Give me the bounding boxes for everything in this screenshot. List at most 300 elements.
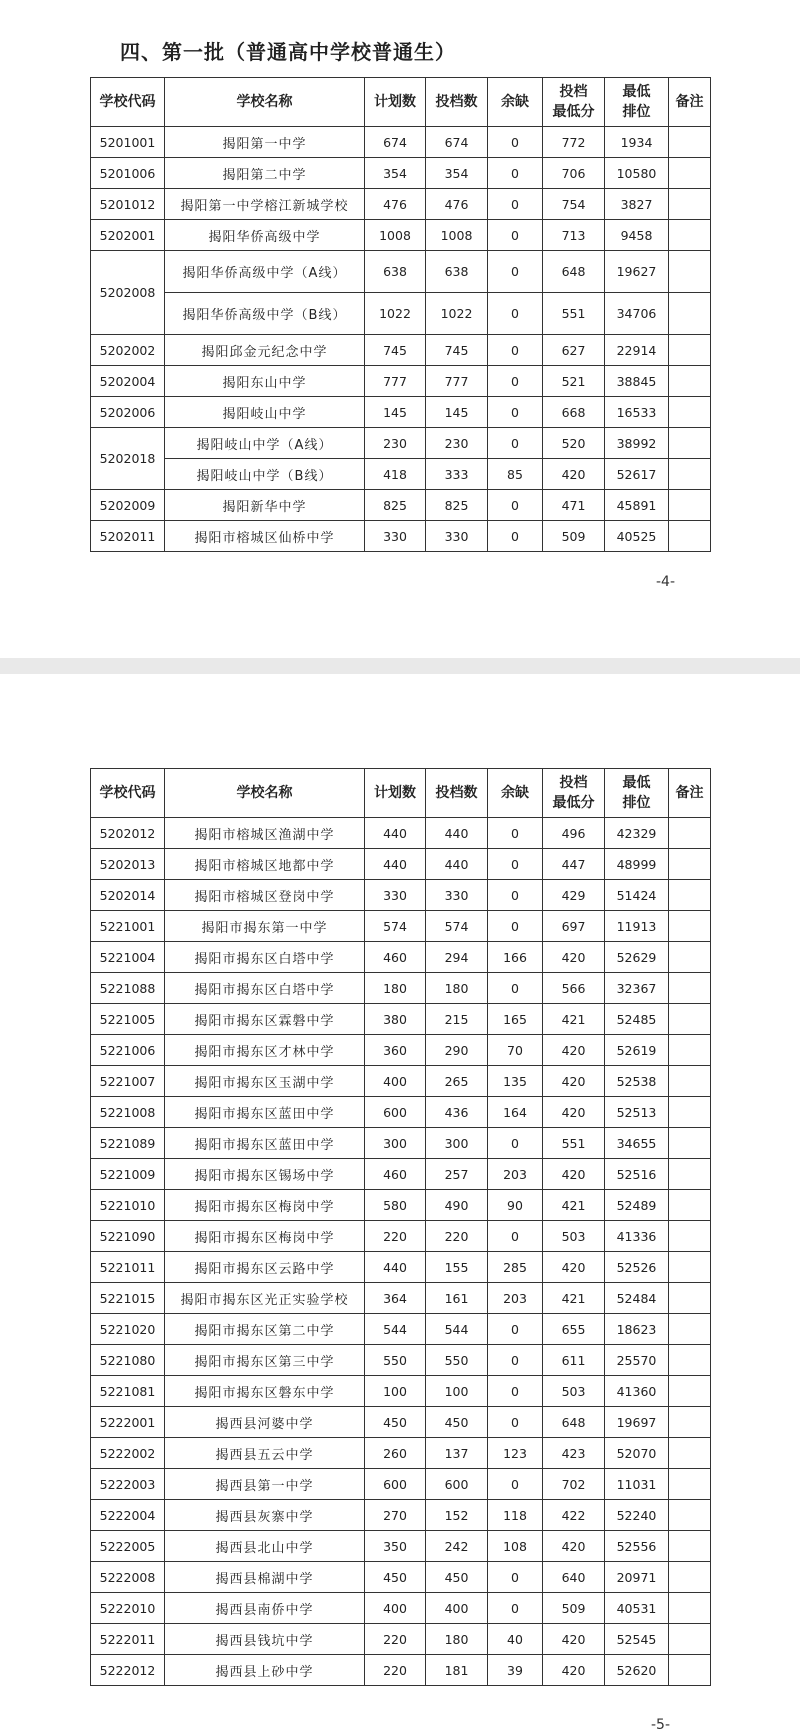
table-row: [91, 1407, 711, 1438]
cell-school-name: 揭阳市揭东区光正实验学校: [165, 1283, 365, 1314]
cell-plan: 450: [365, 1407, 426, 1438]
cell-min-rank: 22914: [605, 335, 669, 366]
table-row: [91, 1252, 711, 1283]
cell-school-name: 揭阳市揭东区蓝田中学: [165, 1097, 365, 1128]
cell-min-rank: 1934: [605, 127, 669, 158]
cell-remaining: 0: [488, 911, 543, 942]
cell-school-code: 5221020: [91, 1314, 165, 1345]
cell-school-code: 5221007: [91, 1066, 165, 1097]
header-min-rank-line1: 最低: [622, 84, 651, 100]
cell-min-score: 655: [543, 1314, 605, 1345]
cell-school-code: 5222011: [91, 1624, 165, 1655]
cell-filed: 400: [426, 1593, 488, 1624]
cell-school-name: 揭阳华侨高级中学（B线）: [165, 293, 365, 335]
cell-school-name: 揭西县五云中学: [165, 1438, 365, 1469]
cell-min-rank: 3827: [605, 189, 669, 220]
header-min-score-line2: 最低分: [552, 104, 595, 120]
cell-plan: 476: [365, 189, 426, 220]
cell-min-score: 713: [543, 220, 605, 251]
table-row: [91, 158, 711, 189]
cell-remaining: 0: [488, 1128, 543, 1159]
cell-note: [669, 293, 711, 335]
cell-filed: 550: [426, 1345, 488, 1376]
cell-min-rank: 52545: [605, 1624, 669, 1655]
header-code: 学校代码: [91, 78, 165, 127]
table-row: [91, 220, 711, 251]
cell-filed: 155: [426, 1252, 488, 1283]
cell-plan: 460: [365, 1159, 426, 1190]
cell-remaining: 0: [488, 335, 543, 366]
cell-remaining: 123: [488, 1438, 543, 1469]
cell-min-rank: 52516: [605, 1159, 669, 1190]
cell-filed: 333: [426, 459, 488, 490]
document-page-5: [0, 674, 800, 1734]
cell-filed: 490: [426, 1190, 488, 1221]
cell-note: [669, 158, 711, 189]
cell-plan: 1022: [365, 293, 426, 335]
table-row: [91, 1562, 711, 1593]
header-filed: 投档数: [426, 769, 488, 818]
cell-min-score: 420: [543, 1097, 605, 1128]
cell-note: [669, 1283, 711, 1314]
table-row: [91, 1066, 711, 1097]
header-min-score: [543, 78, 605, 127]
cell-remaining: 0: [488, 1345, 543, 1376]
cell-school-code: 5222001: [91, 1407, 165, 1438]
cell-school-code: 5221015: [91, 1283, 165, 1314]
cell-plan: 330: [365, 521, 426, 552]
cell-note: [669, 1035, 711, 1066]
cell-remaining: 0: [488, 366, 543, 397]
cell-school-name: 揭西县灰寨中学: [165, 1500, 365, 1531]
cell-school-name: 揭阳东山中学: [165, 366, 365, 397]
cell-school-code: 5221088: [91, 973, 165, 1004]
cell-school-code: 5222004: [91, 1500, 165, 1531]
cell-note: [669, 1190, 711, 1221]
table-row: [91, 428, 711, 459]
cell-filed: 674: [426, 127, 488, 158]
cell-min-score: 471: [543, 490, 605, 521]
cell-note: [669, 1376, 711, 1407]
cell-school-code: 5202013: [91, 849, 165, 880]
cell-min-score: 421: [543, 1004, 605, 1035]
cell-school-code: 5202002: [91, 335, 165, 366]
cell-filed: 440: [426, 818, 488, 849]
table-row: [91, 1283, 711, 1314]
cell-note: [669, 849, 711, 880]
table-row: [91, 1593, 711, 1624]
header-name: 学校名称: [165, 78, 365, 127]
cell-plan: 460: [365, 942, 426, 973]
table-row: [91, 1655, 711, 1686]
cell-school-name: 揭西县钱坑中学: [165, 1624, 365, 1655]
cell-filed: 600: [426, 1469, 488, 1500]
cell-min-score: 503: [543, 1376, 605, 1407]
cell-school-code: 5201012: [91, 189, 165, 220]
header-remaining: 余缺: [488, 78, 543, 127]
cell-school-name: 揭阳市揭东区玉湖中学: [165, 1066, 365, 1097]
cell-school-name: 揭阳市榕城区渔湖中学: [165, 818, 365, 849]
cell-min-score: 648: [543, 1407, 605, 1438]
cell-school-code: 5221005: [91, 1004, 165, 1035]
cell-min-rank: 52538: [605, 1066, 669, 1097]
cell-filed: 544: [426, 1314, 488, 1345]
cell-min-rank: 52629: [605, 942, 669, 973]
cell-plan: 600: [365, 1469, 426, 1500]
table-row: [91, 1128, 711, 1159]
cell-min-score: 422: [543, 1500, 605, 1531]
cell-min-score: 503: [543, 1221, 605, 1252]
cell-min-rank: 52513: [605, 1097, 669, 1128]
table-row: [91, 335, 711, 366]
header-min-score: [543, 769, 605, 818]
cell-school-code: 5202014: [91, 880, 165, 911]
cell-school-name: 揭阳市揭东区白塔中学: [165, 942, 365, 973]
cell-note: [669, 459, 711, 490]
cell-note: [669, 1438, 711, 1469]
table-row: [91, 521, 711, 552]
cell-note: [669, 1221, 711, 1252]
cell-plan: 400: [365, 1066, 426, 1097]
cell-school-name: 揭阳岐山中学: [165, 397, 365, 428]
cell-min-score: 420: [543, 1655, 605, 1686]
table-row: [91, 1531, 711, 1562]
cell-min-rank: 34706: [605, 293, 669, 335]
cell-note: [669, 1097, 711, 1128]
cell-plan: 180: [365, 973, 426, 1004]
header-remaining: 余缺: [488, 769, 543, 818]
cell-school-code: 5201006: [91, 158, 165, 189]
cell-filed: 330: [426, 521, 488, 552]
cell-min-score: 420: [543, 459, 605, 490]
cell-filed: 181: [426, 1655, 488, 1686]
cell-note: [669, 1314, 711, 1345]
cell-plan: 418: [365, 459, 426, 490]
cell-filed: 330: [426, 880, 488, 911]
cell-filed: 230: [426, 428, 488, 459]
header-code: 学校代码: [91, 769, 165, 818]
cell-school-code: 5222012: [91, 1655, 165, 1686]
cell-filed: 450: [426, 1562, 488, 1593]
cell-min-score: 496: [543, 818, 605, 849]
table-row: [91, 849, 711, 880]
cell-remaining: 0: [488, 1376, 543, 1407]
cell-school-name: 揭阳第一中学: [165, 127, 365, 158]
admission-table-page-5: [90, 768, 711, 1686]
cell-school-name: 揭西县南侨中学: [165, 1593, 365, 1624]
cell-filed: 476: [426, 189, 488, 220]
cell-filed: 100: [426, 1376, 488, 1407]
cell-filed: 638: [426, 251, 488, 293]
table-row: [91, 911, 711, 942]
cell-plan: 440: [365, 849, 426, 880]
cell-min-score: 566: [543, 973, 605, 1004]
cell-school-name: 揭阳市揭东区锡场中学: [165, 1159, 365, 1190]
cell-min-score: 423: [543, 1438, 605, 1469]
table-row: [91, 1004, 711, 1035]
cell-min-score: 420: [543, 1066, 605, 1097]
cell-min-rank: 48999: [605, 849, 669, 880]
cell-min-score: 697: [543, 911, 605, 942]
cell-min-rank: 52620: [605, 1655, 669, 1686]
cell-remaining: 0: [488, 428, 543, 459]
header-plan: 计划数: [365, 78, 426, 127]
cell-min-score: 668: [543, 397, 605, 428]
cell-filed: 180: [426, 1624, 488, 1655]
cell-min-rank: 20971: [605, 1562, 669, 1593]
table-row: [91, 1035, 711, 1066]
header-plan: 计划数: [365, 769, 426, 818]
cell-filed: 440: [426, 849, 488, 880]
cell-min-rank: 10580: [605, 158, 669, 189]
header-note: 备注: [669, 78, 711, 127]
cell-min-rank: 34655: [605, 1128, 669, 1159]
cell-min-rank: 42329: [605, 818, 669, 849]
cell-filed: 1008: [426, 220, 488, 251]
cell-min-score: 509: [543, 521, 605, 552]
cell-min-score: 420: [543, 1531, 605, 1562]
header-min-rank-line1: 最低: [622, 775, 651, 791]
cell-remaining: 0: [488, 251, 543, 293]
cell-filed: 436: [426, 1097, 488, 1128]
cell-min-rank: 52484: [605, 1283, 669, 1314]
cell-remaining: 285: [488, 1252, 543, 1283]
cell-note: [669, 397, 711, 428]
cell-plan: 360: [365, 1035, 426, 1066]
table-header-row: [91, 769, 711, 818]
cell-school-code: 5221011: [91, 1252, 165, 1283]
cell-filed: 161: [426, 1283, 488, 1314]
cell-plan: 550: [365, 1345, 426, 1376]
cell-school-name: 揭阳市揭东区磐东中学: [165, 1376, 365, 1407]
table-row: [91, 366, 711, 397]
section-title: 四、第一批（普通高中学校普通生）: [120, 40, 456, 64]
cell-school-code: 5221008: [91, 1097, 165, 1128]
cell-remaining: 0: [488, 1407, 543, 1438]
cell-school-name: 揭阳市揭东区梅岗中学: [165, 1221, 365, 1252]
cell-min-rank: 41360: [605, 1376, 669, 1407]
cell-note: [669, 428, 711, 459]
table-row: [91, 1097, 711, 1128]
cell-school-name: 揭阳市揭东第一中学: [165, 911, 365, 942]
cell-plan: 364: [365, 1283, 426, 1314]
cell-remaining: 0: [488, 880, 543, 911]
cell-school-name: 揭阳市揭东区白塔中学: [165, 973, 365, 1004]
cell-min-rank: 52489: [605, 1190, 669, 1221]
cell-remaining: 0: [488, 1314, 543, 1345]
cell-plan: 777: [365, 366, 426, 397]
cell-school-code: 5202006: [91, 397, 165, 428]
cell-min-rank: 38992: [605, 428, 669, 459]
cell-school-name: 揭西县上砂中学: [165, 1655, 365, 1686]
cell-note: [669, 1500, 711, 1531]
cell-min-score: 551: [543, 1128, 605, 1159]
cell-remaining: 135: [488, 1066, 543, 1097]
cell-filed: 180: [426, 973, 488, 1004]
cell-remaining: 39: [488, 1655, 543, 1686]
cell-plan: 220: [365, 1655, 426, 1686]
cell-plan: 825: [365, 490, 426, 521]
table-row: [91, 189, 711, 220]
cell-min-score: 421: [543, 1283, 605, 1314]
cell-school-name: 揭阳邱金元纪念中学: [165, 335, 365, 366]
cell-remaining: 70: [488, 1035, 543, 1066]
cell-note: [669, 366, 711, 397]
cell-filed: 290: [426, 1035, 488, 1066]
cell-filed: 354: [426, 158, 488, 189]
cell-school-name: 揭西县河婆中学: [165, 1407, 365, 1438]
cell-remaining: 0: [488, 849, 543, 880]
cell-plan: 440: [365, 1252, 426, 1283]
cell-min-rank: 38845: [605, 366, 669, 397]
table-row: [91, 1438, 711, 1469]
header-min-score-line1: 投档: [559, 84, 588, 100]
cell-school-code: 5202004: [91, 366, 165, 397]
cell-note: [669, 1004, 711, 1035]
cell-remaining: 118: [488, 1500, 543, 1531]
cell-school-name: 揭阳市揭东区蓝田中学: [165, 1128, 365, 1159]
cell-plan: 300: [365, 1128, 426, 1159]
cell-min-score: 421: [543, 1190, 605, 1221]
table-row: [91, 973, 711, 1004]
cell-remaining: 203: [488, 1283, 543, 1314]
cell-school-name: 揭阳市揭东区第三中学: [165, 1345, 365, 1376]
cell-filed: 257: [426, 1159, 488, 1190]
cell-min-rank: 18623: [605, 1314, 669, 1345]
header-note: 备注: [669, 769, 711, 818]
cell-school-code: 5222008: [91, 1562, 165, 1593]
cell-min-score: 754: [543, 189, 605, 220]
table-row: [91, 1469, 711, 1500]
table-row: [91, 942, 711, 973]
table-row: [91, 1500, 711, 1531]
cell-plan: 638: [365, 251, 426, 293]
cell-min-score: 702: [543, 1469, 605, 1500]
cell-school-code: 5202018: [91, 428, 165, 490]
table-row: [91, 1190, 711, 1221]
cell-min-rank: 40531: [605, 1593, 669, 1624]
table-row: [91, 1314, 711, 1345]
table-row: [91, 397, 711, 428]
cell-remaining: 40: [488, 1624, 543, 1655]
cell-plan: 580: [365, 1190, 426, 1221]
cell-min-rank: 45891: [605, 490, 669, 521]
cell-min-score: 447: [543, 849, 605, 880]
document-page-4: [0, 0, 800, 658]
cell-remaining: 85: [488, 459, 543, 490]
table-row: [91, 1159, 711, 1190]
cell-plan: 600: [365, 1097, 426, 1128]
cell-min-rank: 52617: [605, 459, 669, 490]
header-name: 学校名称: [165, 769, 365, 818]
cell-remaining: 166: [488, 942, 543, 973]
cell-school-name: 揭阳市揭东区霖磐中学: [165, 1004, 365, 1035]
cell-school-code: 5222010: [91, 1593, 165, 1624]
cell-school-code: 5221081: [91, 1376, 165, 1407]
cell-filed: 574: [426, 911, 488, 942]
cell-school-name: 揭西县北山中学: [165, 1531, 365, 1562]
cell-plan: 354: [365, 158, 426, 189]
cell-school-name: 揭西县第一中学: [165, 1469, 365, 1500]
cell-note: [669, 127, 711, 158]
cell-school-name: 揭阳第二中学: [165, 158, 365, 189]
cell-filed: 300: [426, 1128, 488, 1159]
cell-remaining: 0: [488, 1593, 543, 1624]
cell-school-name: 揭阳市榕城区地都中学: [165, 849, 365, 880]
cell-min-score: 627: [543, 335, 605, 366]
cell-school-name: 揭阳华侨高级中学（A线）: [165, 251, 365, 293]
cell-plan: 450: [365, 1562, 426, 1593]
cell-min-rank: 52070: [605, 1438, 669, 1469]
cell-min-rank: 52485: [605, 1004, 669, 1035]
cell-school-code: 5202012: [91, 818, 165, 849]
cell-min-score: 520: [543, 428, 605, 459]
cell-filed: 242: [426, 1531, 488, 1562]
cell-min-rank: 52240: [605, 1500, 669, 1531]
table-row: [91, 1624, 711, 1655]
cell-min-rank: 52556: [605, 1531, 669, 1562]
cell-remaining: 165: [488, 1004, 543, 1035]
table-row: [91, 459, 711, 490]
cell-remaining: 0: [488, 1221, 543, 1252]
admission-table-page-4: [90, 77, 711, 552]
cell-plan: 260: [365, 1438, 426, 1469]
cell-note: [669, 818, 711, 849]
page-number: -4-: [656, 574, 676, 590]
cell-min-rank: 40525: [605, 521, 669, 552]
cell-plan: 745: [365, 335, 426, 366]
cell-school-name: 揭阳第一中学榕江新城学校: [165, 189, 365, 220]
cell-school-code: 5202009: [91, 490, 165, 521]
cell-note: [669, 1407, 711, 1438]
cell-remaining: 0: [488, 521, 543, 552]
cell-min-score: 648: [543, 251, 605, 293]
cell-min-rank: 19627: [605, 251, 669, 293]
cell-plan: 1008: [365, 220, 426, 251]
cell-school-name: 揭阳市揭东区云路中学: [165, 1252, 365, 1283]
cell-filed: 145: [426, 397, 488, 428]
cell-school-code: 5222003: [91, 1469, 165, 1500]
cell-note: [669, 1624, 711, 1655]
cell-school-code: 5202011: [91, 521, 165, 552]
cell-plan: 400: [365, 1593, 426, 1624]
table-row: [91, 293, 711, 335]
cell-school-name: 揭阳市榕城区登岗中学: [165, 880, 365, 911]
cell-note: [669, 189, 711, 220]
cell-remaining: 164: [488, 1097, 543, 1128]
cell-school-name: 揭阳新华中学: [165, 490, 365, 521]
cell-note: [669, 1593, 711, 1624]
cell-min-rank: 32367: [605, 973, 669, 1004]
cell-filed: 745: [426, 335, 488, 366]
cell-remaining: 108: [488, 1531, 543, 1562]
cell-school-code: 5221080: [91, 1345, 165, 1376]
cell-remaining: 0: [488, 158, 543, 189]
cell-filed: 294: [426, 942, 488, 973]
cell-school-code: 5221009: [91, 1159, 165, 1190]
cell-plan: 544: [365, 1314, 426, 1345]
table-row: [91, 880, 711, 911]
cell-min-score: 640: [543, 1562, 605, 1593]
cell-filed: 137: [426, 1438, 488, 1469]
table-body-page-4: [91, 127, 711, 552]
cell-note: [669, 1562, 711, 1593]
cell-school-name: 揭阳华侨高级中学: [165, 220, 365, 251]
table-body-page-5: [91, 818, 711, 1686]
cell-remaining: 0: [488, 1469, 543, 1500]
cell-school-code: 5221004: [91, 942, 165, 973]
cell-min-rank: 52526: [605, 1252, 669, 1283]
